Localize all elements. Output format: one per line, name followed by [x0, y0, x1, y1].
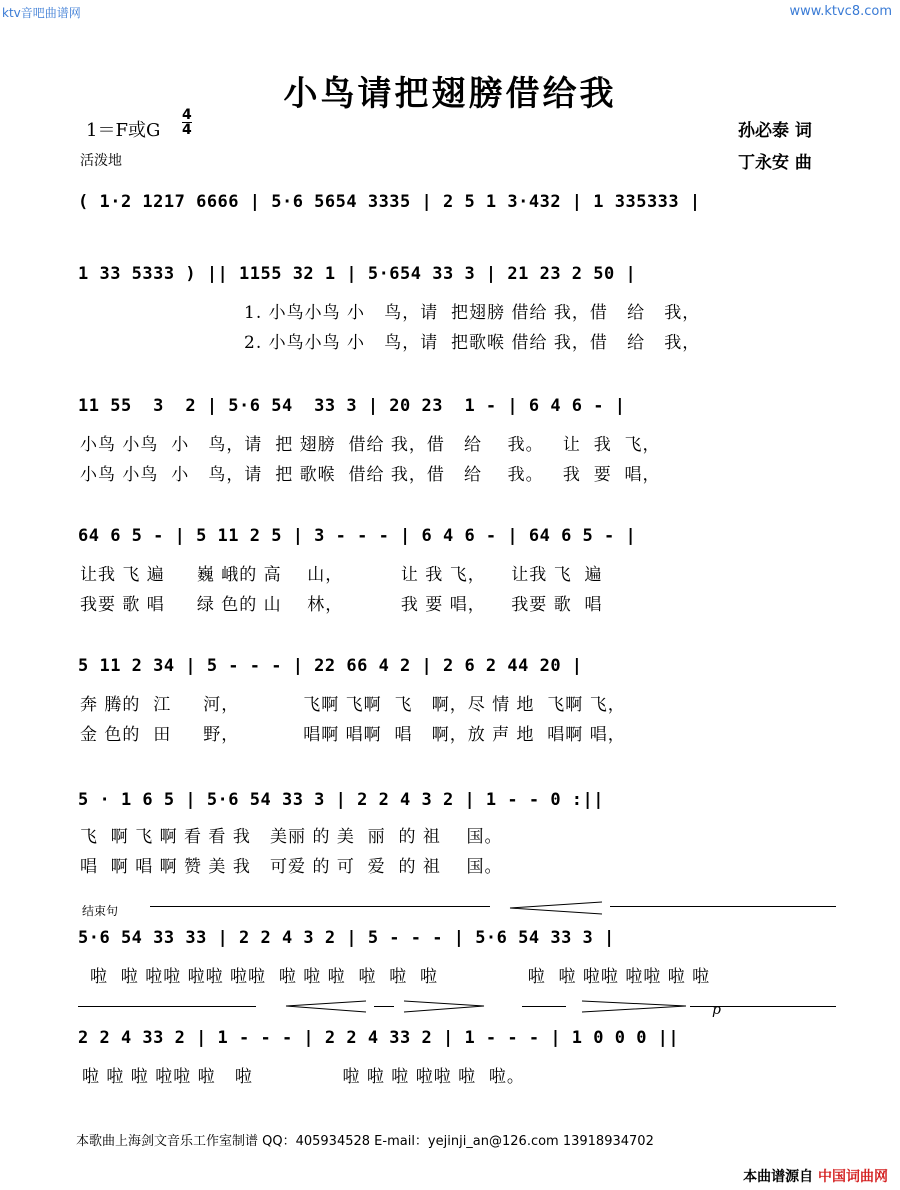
notation-line: 1 33 5333 ) || 1155 32 1 | 5·654 33 3 | 21 23 2 50 | [78, 264, 637, 284]
lyric-verse-1: 奔 腾的 江 河， 飞啊 飞啊 飞 啊，尽 情 地 飞啊 飞， [80, 695, 626, 715]
score-row-1 [78, 192, 838, 218]
lyric-verse-1: 1. 小鸟小鸟 小 鸟，请 把翅膀 借给 我，借 给 我， [244, 303, 701, 323]
key-signature: 1＝F或G [86, 120, 161, 141]
decrescendo-hairpin [402, 1000, 486, 1014]
score-row-5 [78, 656, 838, 682]
crescendo-hairpin [508, 900, 604, 916]
lyric-verse-2: 金 色的 田 野， 唱啊 唱啊 唱 啊，放 声 地 唱啊 唱， [80, 725, 626, 745]
score-row-2 [78, 264, 838, 290]
time-signature [182, 108, 192, 137]
lyric-verse-2: 小鸟 小鸟 小 鸟，请 把 歌喉 借给 我，借 给 我。 我 要 唱， [80, 465, 661, 485]
notation-line: 5 11 2 34 | 5 - - - | 22 66 4 2 | 2 6 2 44 20 | [78, 656, 583, 676]
notation-line: 64 6 5 - | 5 11 2 5 | 3 - - - | 6 4 6 - | 64 6 5 - | [78, 526, 637, 546]
notation-line: ( 1·2 1217 6666 | 5·6 5654 3335 | 2 5 1 3·432 | 1 335333 | [78, 192, 701, 212]
lyric-verse-1: 让我 飞 遍 巍 峨的 高 山， 让 我 飞， 让我 飞 遍 [80, 565, 603, 585]
notation-line: 5 · 1 6 5 | 5·6 54 33 3 | 2 2 4 3 2 | 1 - - 0 :|| [78, 790, 605, 810]
source-site-link[interactable]: 中国词曲网 [818, 1169, 888, 1185]
score-row-7 [78, 928, 838, 954]
lyric-verse-1: 小鸟 小鸟 小 鸟，请 把 翅膀 借给 我，借 给 我。 让 我 飞， [80, 435, 661, 455]
crescendo-hairpin [284, 1000, 368, 1014]
song-title: 小鸟请把翅膀借给我 [283, 74, 617, 114]
notation-line: 5·6 54 33 33 | 2 2 4 3 2 | 5 - - - | 5·6 54 33 3 | [78, 928, 615, 948]
lyric-ending-2: 啦 啦 啦 啦啦 啦 啦 啦 啦 啦 啦啦 啦 啦。 [82, 1067, 525, 1087]
lyric-verse-2: 唱 啊 唱 啊 赞 美 我 可爱 的 可 爱 的 祖 国。 [80, 857, 503, 877]
ending-bracket-line [150, 906, 490, 907]
time-signature-top: 4 [182, 107, 192, 123]
ending-bracket-line [610, 906, 836, 907]
watermark-right: www.ktvc8.com [789, 4, 892, 19]
time-signature-bottom: 4 [182, 122, 192, 138]
lyric-verse-1: 飞 啊 飞 啊 看 看 我 美丽 的 美 丽 的 祖 国。 [80, 827, 503, 847]
dynamics-line [374, 1006, 394, 1007]
score-row-3 [78, 396, 838, 422]
source-prefix: 本曲谱源自 [743, 1169, 814, 1185]
score-row-4 [78, 526, 838, 552]
dynamics-line [78, 1006, 256, 1007]
score-row-6 [78, 790, 838, 816]
ending-section-label: 结束句 [82, 904, 119, 918]
footer-info: 本歌曲上海剑文音乐工作室制谱 QQ：405934528 E-mail：yejinji_an@126.com 13918934702 [76, 1134, 654, 1149]
notation-line: 11 55 3 2 | 5·6 54 33 3 | 20 23 1 - | 6 4 6 - | [78, 396, 626, 416]
source-credit [743, 1166, 888, 1186]
composer-credit: 丁永安 曲 [738, 153, 812, 173]
dynamic-piano-mark: p [712, 1002, 721, 1018]
tempo-marking: 活泼地 [80, 153, 122, 169]
lyric-ending-1: 啦 啦 啦啦 啦啦 啦啦 啦 啦 啦 啦 啦 啦 啦 啦 啦啦 啦啦 啦 啦 [90, 967, 711, 987]
decrescendo-hairpin [580, 1000, 688, 1014]
lyric-verse-2: 我要 歌 唱 绿 色的 山 林， 我 要 唱， 我要 歌 唱 [80, 595, 603, 615]
lyricist-credit: 孙必泰 词 [738, 121, 812, 141]
score-row-8 [78, 1028, 838, 1054]
notation-line: 2 2 4 33 2 | 1 - - - | 2 2 4 33 2 | 1 - - - | 1 0 0 0 || [78, 1028, 680, 1048]
dynamics-line [522, 1006, 566, 1007]
lyric-verse-2: 2. 小鸟小鸟 小 鸟，请 把歌喉 借给 我，借 给 我， [244, 333, 701, 353]
watermark-left: ktv音吧曲谱网 [2, 6, 81, 20]
